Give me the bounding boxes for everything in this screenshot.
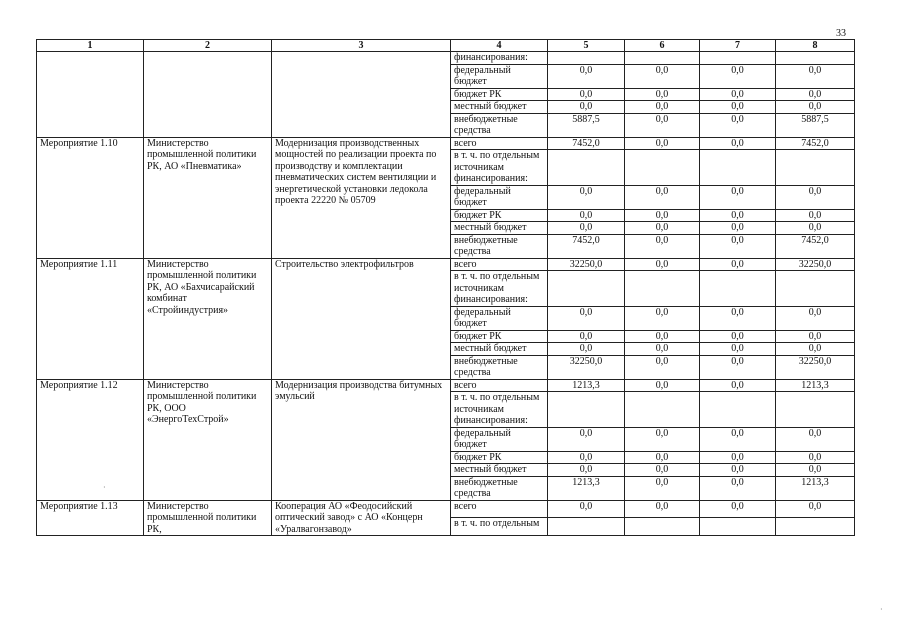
funding-value: 0,0: [625, 500, 700, 518]
funding-value: 32250,0: [776, 258, 855, 271]
col-header: 2: [144, 40, 272, 52]
measure-description: Модернизация производственных мощностей по реализации проекта по производству и комплектации пневматических систем вентиляции и энергетической установки ледокола проекта 22220 № 05709: [272, 137, 451, 258]
funding-value: 0,0: [700, 222, 776, 235]
funding-value: [548, 271, 625, 307]
funding-value: 0,0: [625, 258, 700, 271]
funding-value: 0,0: [548, 306, 625, 330]
funding-value: 0,0: [776, 427, 855, 451]
funding-value: 0,0: [776, 64, 855, 88]
funding-value: 0,0: [700, 101, 776, 114]
funding-value: 0,0: [548, 464, 625, 477]
funding-value: 32250,0: [548, 258, 625, 271]
funding-source-label: в т. ч. по отдельным: [451, 518, 548, 536]
funding-value: [776, 271, 855, 307]
funding-value: 0,0: [700, 379, 776, 392]
funding-source-label: финансирования:: [451, 52, 548, 65]
funding-value: 0,0: [625, 222, 700, 235]
funding-source-label: всего: [451, 137, 548, 150]
funding-value: 0,0: [776, 209, 855, 222]
executor: Министерство промышленной политики РК, АО «Пневматика»: [144, 137, 272, 258]
col-header: 1: [37, 40, 144, 52]
scan-speck: ·: [880, 605, 883, 614]
measure-name: Мероприятие 1.12: [37, 379, 144, 500]
funding-value: 0,0: [776, 451, 855, 464]
funding-value: 0,0: [548, 64, 625, 88]
col-header: 7: [700, 40, 776, 52]
funding-value: 0,0: [625, 379, 700, 392]
scan-speck: ·: [103, 483, 106, 492]
funding-value: 0,0: [548, 330, 625, 343]
funding-value: 0,0: [700, 64, 776, 88]
funding-value: 0,0: [700, 355, 776, 379]
funding-value: 0,0: [700, 88, 776, 101]
funding-value: 0,0: [548, 427, 625, 451]
funding-value: 0,0: [625, 476, 700, 500]
funding-source-label: всего: [451, 379, 548, 392]
measure-name: Мероприятие 1.10: [37, 137, 144, 258]
funding-value: [625, 52, 700, 65]
funding-source-label: внебюджетные средства: [451, 234, 548, 258]
funding-value: [625, 271, 700, 307]
funding-value: 0,0: [548, 500, 625, 518]
funding-value: 0,0: [700, 209, 776, 222]
funding-value: 0,0: [625, 427, 700, 451]
funding-value: 7452,0: [548, 234, 625, 258]
funding-value: 0,0: [776, 222, 855, 235]
funding-value: 7452,0: [776, 234, 855, 258]
funding-value: [548, 52, 625, 65]
table-row: [37, 258, 855, 271]
funding-value: 0,0: [700, 258, 776, 271]
funding-value: 0,0: [776, 101, 855, 114]
continued-cell: [37, 52, 144, 138]
funding-source-label: местный бюджет: [451, 222, 548, 235]
funding-value: 0,0: [776, 185, 855, 209]
funding-value: [776, 518, 855, 536]
continued-cell: [144, 52, 272, 138]
col-header: 8: [776, 40, 855, 52]
funding-value: [776, 52, 855, 65]
funding-source-label: бюджет РК: [451, 451, 548, 464]
funding-value: 0,0: [625, 355, 700, 379]
funding-value: [700, 150, 776, 186]
col-header: 5: [548, 40, 625, 52]
funding-source-label: бюджет РК: [451, 88, 548, 101]
funding-value: 0,0: [548, 88, 625, 101]
funding-source-label: федеральный бюджет: [451, 185, 548, 209]
funding-value: 1213,3: [548, 379, 625, 392]
funding-value: 0,0: [548, 343, 625, 356]
measure-name: Мероприятие 1.13: [37, 500, 144, 536]
funding-source-label: внебюджетные средства: [451, 355, 548, 379]
funding-value: 0,0: [700, 113, 776, 137]
measure-description: Кооперация АО «Феодосийский оптический завод» с АО «Концерн «Уралвагонзавод»: [272, 500, 451, 536]
funding-value: [548, 392, 625, 428]
measure-description: Строительство электрофильтров: [272, 258, 451, 379]
funding-source-label: бюджет РК: [451, 209, 548, 222]
executor: Министерство промышленной политики РК, АО «Бахчисарайский комбинат «Стройиндустрия»: [144, 258, 272, 379]
funding-value: [625, 150, 700, 186]
funding-value: 0,0: [700, 306, 776, 330]
funding-value: 0,0: [776, 500, 855, 518]
funding-source-label: федеральный бюджет: [451, 306, 548, 330]
table-row: [37, 52, 855, 65]
measure-name: Мероприятие 1.11: [37, 258, 144, 379]
funding-value: 0,0: [548, 185, 625, 209]
funding-value: [548, 150, 625, 186]
funding-value: 0,0: [625, 464, 700, 477]
funding-value: 0,0: [700, 137, 776, 150]
funding-source-label: федеральный бюджет: [451, 427, 548, 451]
funding-value: 1213,3: [776, 476, 855, 500]
funding-value: [700, 52, 776, 65]
col-header: 4: [451, 40, 548, 52]
funding-value: [625, 392, 700, 428]
funding-value: 0,0: [776, 343, 855, 356]
funding-value: [776, 150, 855, 186]
funding-source-label: внебюджетные средства: [451, 113, 548, 137]
funding-value: 7452,0: [548, 137, 625, 150]
funding-table: [36, 39, 855, 536]
funding-value: 1213,3: [776, 379, 855, 392]
funding-value: 0,0: [625, 343, 700, 356]
funding-value: 5887,5: [548, 113, 625, 137]
funding-value: [548, 518, 625, 536]
funding-value: 0,0: [700, 427, 776, 451]
funding-value: [700, 518, 776, 536]
funding-source-label: федеральный бюджет: [451, 64, 548, 88]
funding-value: 0,0: [625, 209, 700, 222]
header-row: [37, 40, 855, 52]
funding-value: 0,0: [700, 500, 776, 518]
funding-value: 0,0: [548, 209, 625, 222]
funding-source-label: местный бюджет: [451, 101, 548, 114]
funding-source-label: в т. ч. по отдельным источникам финансирования:: [451, 392, 548, 428]
col-header: 3: [272, 40, 451, 52]
funding-value: 0,0: [625, 185, 700, 209]
funding-source-label: в т. ч. по отдельным источникам финансирования:: [451, 150, 548, 186]
funding-value: 0,0: [548, 101, 625, 114]
funding-source-label: местный бюджет: [451, 464, 548, 477]
funding-value: 0,0: [700, 476, 776, 500]
funding-value: 0,0: [625, 64, 700, 88]
measure-description: Модернизация производства битумных эмульсий: [272, 379, 451, 500]
funding-value: 0,0: [625, 234, 700, 258]
funding-value: 0,0: [776, 464, 855, 477]
funding-value: [700, 271, 776, 307]
col-header: 6: [625, 40, 700, 52]
funding-value: 0,0: [700, 343, 776, 356]
funding-value: 0,0: [700, 451, 776, 464]
funding-value: 0,0: [776, 306, 855, 330]
funding-source-label: всего: [451, 258, 548, 271]
funding-source-label: бюджет РК: [451, 330, 548, 343]
funding-value: 0,0: [700, 185, 776, 209]
table-row: [37, 137, 855, 150]
funding-value: 0,0: [700, 330, 776, 343]
page-number: 33: [836, 28, 846, 39]
table-row: [37, 500, 855, 518]
funding-value: 0,0: [776, 88, 855, 101]
funding-value: 1213,3: [548, 476, 625, 500]
funding-value: 0,0: [625, 101, 700, 114]
table-row: [37, 379, 855, 392]
funding-source-label: местный бюджет: [451, 343, 548, 356]
continued-cell: [272, 52, 451, 138]
funding-source-label: внебюджетные средства: [451, 476, 548, 500]
funding-source-label: всего: [451, 500, 548, 518]
funding-value: 32250,0: [776, 355, 855, 379]
funding-value: [700, 392, 776, 428]
funding-value: 0,0: [548, 451, 625, 464]
funding-value: 0,0: [625, 330, 700, 343]
funding-value: 0,0: [625, 88, 700, 101]
funding-value: [776, 392, 855, 428]
funding-value: 32250,0: [548, 355, 625, 379]
funding-value: 7452,0: [776, 137, 855, 150]
funding-value: 0,0: [700, 464, 776, 477]
funding-value: 0,0: [625, 137, 700, 150]
funding-value: [625, 518, 700, 536]
funding-source-label: в т. ч. по отдельным источникам финансирования:: [451, 271, 548, 307]
funding-value: 0,0: [625, 113, 700, 137]
funding-value: 0,0: [548, 222, 625, 235]
funding-value: 5887,5: [776, 113, 855, 137]
funding-value: 0,0: [625, 306, 700, 330]
funding-value: 0,0: [700, 234, 776, 258]
funding-value: 0,0: [625, 451, 700, 464]
executor: Министерство промышленной политики РК, ООО «ЭнергоТехСтрой»: [144, 379, 272, 500]
funding-value: 0,0: [776, 330, 855, 343]
executor: Министерство промышленной политики РК,: [144, 500, 272, 536]
